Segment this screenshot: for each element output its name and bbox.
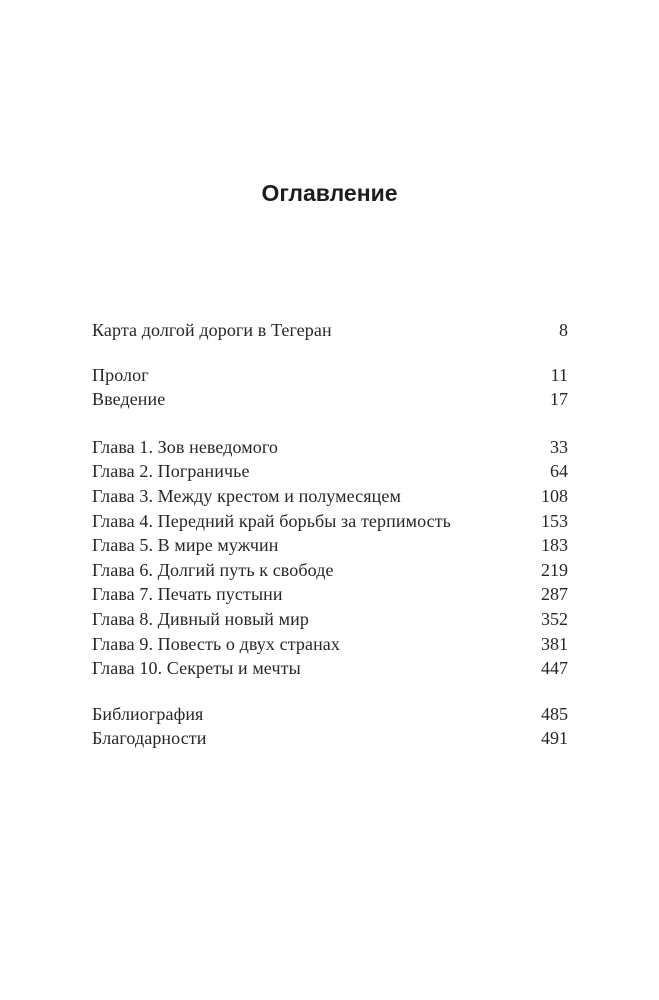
table-of-contents [92, 318, 568, 751]
toc-group [92, 435, 568, 681]
toc-entry-label: Глава 9. Повесть о двух странах [92, 633, 340, 654]
toc-entry [92, 632, 568, 657]
toc-entry-label: Библиография [92, 703, 204, 724]
toc-entry-page-number: 183 [541, 535, 568, 556]
toc-entry-page-number: 8 [559, 320, 568, 340]
toc-entry-page-number: 219 [541, 559, 568, 580]
toc-entry-page-number: 17 [550, 389, 568, 410]
toc-entry [92, 318, 568, 343]
toc-entry [92, 435, 568, 460]
toc-entry-page-number: 33 [550, 436, 568, 457]
toc-entry-page-number: 153 [541, 510, 568, 531]
toc-entry-label: Глава 10. Секреты и мечты [92, 658, 301, 679]
toc-entry-label: Глава 2. Пограничье [92, 461, 250, 482]
toc-group [92, 318, 568, 343]
toc-entry-page-number: 64 [550, 461, 568, 482]
toc-entry [92, 533, 568, 558]
toc-entry-label: Глава 3. Между крестом и полумесяцем [92, 485, 401, 506]
toc-group [92, 363, 568, 412]
toc-entry [92, 656, 568, 681]
toc-entry [92, 702, 568, 727]
toc-entry [92, 558, 568, 583]
toc-entry-page-number: 287 [541, 584, 568, 605]
toc-entry [92, 484, 568, 509]
toc-entry-label: Глава 8. Дивный новый мир [92, 608, 309, 629]
toc-entry-page-number: 381 [541, 633, 568, 654]
toc-entry [92, 363, 568, 388]
toc-entry-page-number: 108 [541, 485, 568, 506]
toc-entry-label: Введение [92, 389, 166, 410]
toc-entry-label: Глава 4. Передний край борьбы за терпимость [92, 510, 451, 531]
toc-entry-label: Глава 1. Зов неведомого [92, 436, 278, 457]
toc-entry-page-number: 11 [550, 364, 568, 385]
toc-group [92, 702, 568, 751]
toc-entry [92, 582, 568, 607]
toc-entry [92, 726, 568, 751]
toc-entry-label: Пролог [92, 364, 149, 385]
toc-entry-page-number: 491 [541, 728, 568, 749]
toc-entry-page-number: 352 [541, 608, 568, 629]
toc-entry-page-number: 485 [541, 703, 568, 724]
toc-entry [92, 607, 568, 632]
toc-entry-label: Глава 7. Печать пустыни [92, 584, 283, 605]
toc-entry [92, 459, 568, 484]
toc-entry-label: Карта долгой дороги в Тегеран [92, 320, 332, 340]
toc-entry-page-number: 447 [541, 658, 568, 679]
toc-entry [92, 509, 568, 534]
toc-entry-label: Глава 5. В мире мужчин [92, 535, 279, 556]
page-title: Оглавление [261, 180, 398, 206]
toc-entry [92, 387, 568, 412]
toc-entry-label: Благодарности [92, 728, 207, 749]
toc-entry-label: Глава 6. Долгий путь к свободе [92, 559, 334, 580]
